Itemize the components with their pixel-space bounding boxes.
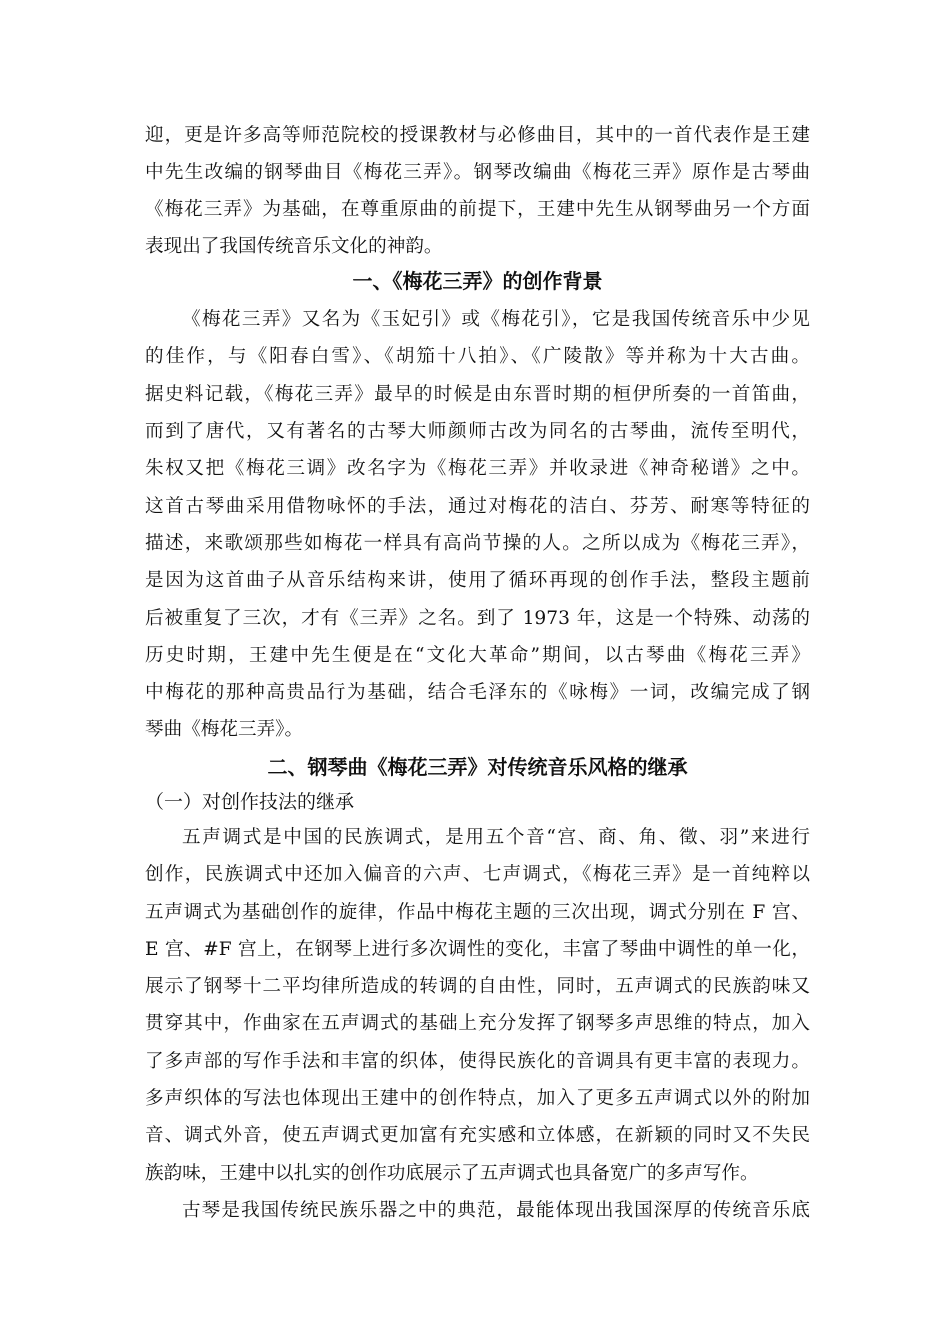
paragraph-2-line-9: 后被重复了三次，才有《三弄》之名。到了 1973 年，这是一个特殊、动荡的 xyxy=(145,608,810,629)
paragraph-2-line-6: 这首古琴曲采用借物咏怀的手法，通过对梅花的洁白、芬芳、耐寒等特征的 xyxy=(145,496,810,517)
paragraph-2-line-2: 的佳作，与《阳春白雪》、《胡笳十八拍》、《广陵散》等并称为十大古曲。 xyxy=(145,346,810,367)
subsection-heading-1: （一）对创作技法的继承 xyxy=(145,791,355,813)
paragraph-1-line-3: 《梅花三弄》为基础，在尊重原曲的前提下，王建中先生从钢琴曲另一个方面 xyxy=(145,199,810,220)
paragraph-3-line-5: 展示了钢琴十二平均律所造成的转调的自由性，同时，五声调式的民族韵味又 xyxy=(145,976,810,997)
paragraph-2-line-3: 据史料记载，《梅花三弄》最早的时候是由东晋时期的桓伊所奏的一首笛曲， xyxy=(145,384,810,405)
paragraph-3-line-9: 音、调式外音，使五声调式更加富有充实感和立体感，在新颖的同时又不失民 xyxy=(145,1125,810,1146)
paragraph-3-line-7: 了多声部的写作手法和丰富的织体，使得民族化的音调具有更丰富的表现力。 xyxy=(145,1051,810,1072)
paragraph-2-line-8: 是因为这首曲子从音乐结构来讲，使用了循环再现的创作手法，整段主题前 xyxy=(145,570,810,591)
paragraph-3-line-4: E 宫、#F 宫上，在钢琴上进行多次调性的变化，丰富了琴曲中调性的单一化， xyxy=(145,939,810,960)
paragraph-2-line-12: 琴曲《梅花三弄》。 xyxy=(145,719,304,740)
paragraph-2-line-4: 而到了唐代，又有著名的古琴大师颜师古改为同名的古琴曲，流传至明代， xyxy=(145,421,810,442)
paragraph-2-line-7: 描述，来歌颂那些如梅花一样具有高尚节操的人。之所以成为《梅花三弄》， xyxy=(145,533,810,554)
paragraph-2-line-1: 《梅花三弄》又名为《玉妃引》或《梅花引》，它是我国传统音乐中少见 xyxy=(182,309,810,330)
section-heading-1: 一、《梅花三弄》的创作背景 xyxy=(352,269,603,293)
paragraph-1-line-1: 迎，更是许多高等师范院校的授课教材与必修曲目，其中的一首代表作是王建 xyxy=(145,125,810,146)
paragraph-3-line-8: 多声织体的写法也体现出王建中的创作特点，加入了更多五声调式以外的附加 xyxy=(145,1088,810,1109)
paragraph-4-line-1: 古琴是我国传统民族乐器之中的典范，最能体现出我国深厚的传统音乐底 xyxy=(182,1200,810,1221)
paragraph-3-line-3: 五声调式为基础创作的旋律，作品中梅花主题的三次出现，调式分别在 F 宫、 xyxy=(145,902,810,923)
section-heading-2: 二、钢琴曲《梅花三弄》对传统音乐风格的继承 xyxy=(267,755,688,779)
paragraph-3-line-2: 创作，民族调式中还加入偏音的六声、七声调式，《梅花三弄》是一首纯粹以 xyxy=(145,864,810,885)
paragraph-3-line-6: 贯穿其中，作曲家在五声调式的基础上充分发挥了钢琴多声思维的特点，加入 xyxy=(145,1013,810,1034)
paragraph-2-line-11: 中梅花的那种高贵品行为基础，结合毛泽东的《咏梅》一词，改编完成了钢 xyxy=(145,682,810,703)
paragraph-2-line-10: 历史时期，王建中先生便是在“文化大革命”期间，以古琴曲《梅花三弄》 xyxy=(145,645,810,666)
paragraph-3-line-1: 五声调式是中国的民族调式，是用五个音“宫、商、角、徵、羽”来进行 xyxy=(182,827,810,848)
paragraph-1-line-4: 表现出了我国传统音乐文化的神韵。 xyxy=(145,236,443,257)
paragraph-1-line-2: 中先生改编的钢琴曲目《梅花三弄》。钢琴改编曲《梅花三弄》原作是古琴曲 xyxy=(145,162,810,183)
paragraph-2-line-5: 朱权又把《梅花三调》改名字为《梅花三弄》并收录进《神奇秘谱》之中。 xyxy=(145,458,810,479)
paragraph-3-line-10: 族韵味，王建中以扎实的创作功底展示了五声调式也具备宽广的多声写作。 xyxy=(145,1163,759,1184)
